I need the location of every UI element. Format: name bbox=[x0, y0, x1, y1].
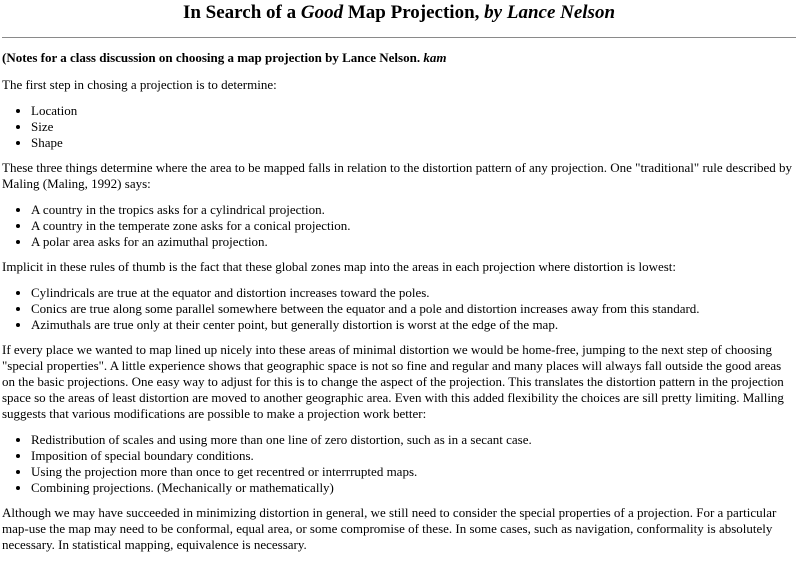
list-item: • Location bbox=[31, 103, 796, 119]
list-item: • Shape bbox=[31, 135, 796, 151]
list-item: • Conics are true along some parallel somewhere between the equator and a pole and distortion increases away from this standard. bbox=[31, 301, 796, 317]
list-item: • Cylindricals are true at the equator and distortion increases toward the poles. bbox=[31, 285, 796, 301]
title-emphasis: Good bbox=[300, 2, 344, 23]
list-item: • Imposition of special boundary conditions. bbox=[31, 448, 796, 464]
properties-paragraph: Although we may have succeeded in minimizing distortion in general, we still need to consider the special properties of a projection. For a particular map-use the map may need to be conformal, equal area, or some compromise of these. In some cases, such as navigation, conformality is absolutely necessary. In statistical mapping, equivalence is necessary. bbox=[2, 505, 777, 552]
aspect-paragraph: If every place we wanted to map lined up nicely into these areas of minimal distortion we would be home-free, jumping to the next step of choosing "special properties". A little experience shows that geographic space is not so fine and regular and many places will always fall outside the good areas on the basic projections. One easy way to adjust for this is to change the aspect of the projection. This translates the distortion pattern in the projection space so the areas of least distortion are moved to another geographic area. Even with this added flexibility the choices are sill pretty limiting. Malling suggests that various modifications are possible to make a projection work better: bbox=[2, 342, 784, 421]
notes-line: (Notes for a class discussion on choosing a map projection by Lance Nelson. kam bbox=[2, 50, 447, 65]
list-item: • Combining projections. (Mechanically or mathematically) bbox=[31, 480, 796, 496]
modifications-list bbox=[2, 432, 796, 496]
distortion-paragraph: These three things determine where the area to be mapped falls in relation to the distortion pattern of any projection. One "traditional" rule described by Maling (Maling, 1992) says: bbox=[2, 160, 792, 191]
list-item: • A polar area asks for an azimuthal projection. bbox=[31, 234, 796, 250]
zones-list bbox=[2, 285, 796, 333]
zones-paragraph: Implicit in these rules of thumb is the fact that these global zones map into the areas in each projection where distortion is lowest: bbox=[2, 259, 677, 274]
document-page bbox=[0, 2, 800, 553]
divider bbox=[2, 37, 796, 38]
list-item: • A country in the temperate zone asks for a conical projection. bbox=[31, 218, 796, 234]
list-item: • A country in the tropics asks for a cylindrical projection. bbox=[31, 202, 796, 218]
list-item: • Azimuthals are true only at their center point, but generally distortion is worst at the edge of the map. bbox=[31, 317, 796, 333]
rules-list bbox=[2, 202, 796, 250]
title-byline: by Lance Nelson bbox=[484, 2, 616, 23]
intro-paragraph: The first step in chosing a projection is to determine: bbox=[2, 77, 277, 92]
list-item: • Using the projection more than once to get recentred or interrrupted maps. bbox=[31, 464, 796, 480]
notes-initials: kam bbox=[423, 50, 447, 65]
list-item: • Redistribution of scales and using more than one line of zero distortion, such as in a secant case. bbox=[31, 432, 796, 448]
list-item: • Size bbox=[31, 119, 796, 135]
page-title: In Search of a Good Map Projection, by Lance Nelson bbox=[182, 2, 616, 23]
factors-list bbox=[2, 103, 796, 151]
